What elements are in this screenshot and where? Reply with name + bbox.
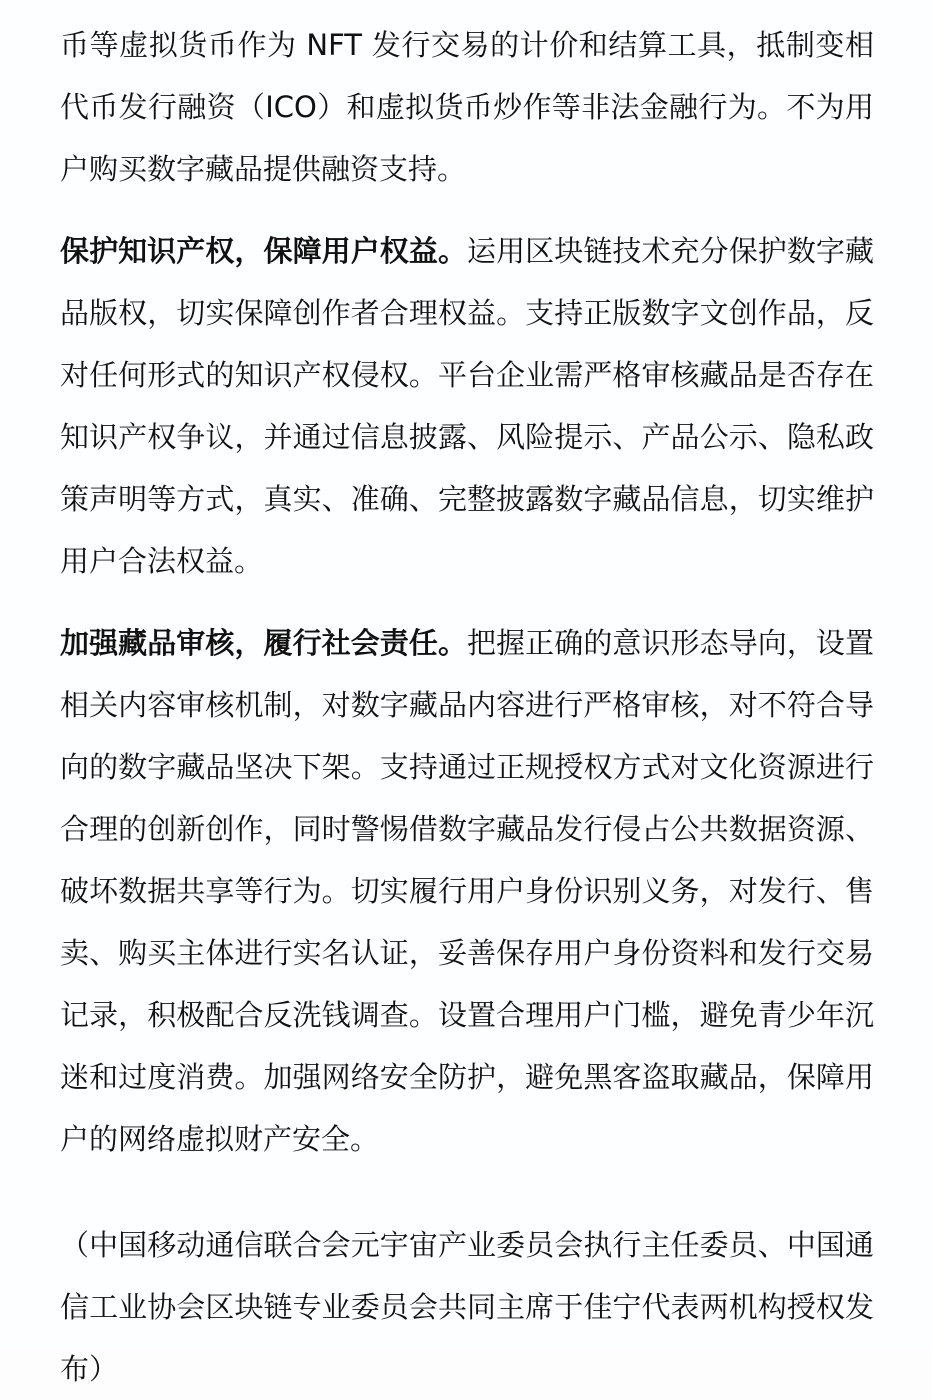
paragraph-2: [60, 220, 874, 592]
paragraph-1-body: 币等虚拟货币作为 NFT 发行交易的计价和结算工具，抵制变相代币发行融资（ICO）和虚拟货币炒作等非法金融行为。不为用户购买数字藏品提供融资支持。: [60, 28, 874, 186]
paragraph-3-body: 把握正确的意识形态导向，设置相关内容审核机制，对数字藏品内容进行严格审核，对不符合导向的数字藏品坚决下架。支持通过正规授权方式对文化资源进行合理的创新创作，同时警惕借数字藏品发行侵占公共数据资源、破坏数据共享等行为。切实履行用户身份识别义务，对发行、售卖、购买主体进行实名认证，妥善保存用户身份资料和发行交易记录，积极配合反洗钱调查。设置合理用户门槛，避免青少年沉迷和过度消费。加强网络安全防护，避免黑客盗取藏品，保障用户的网络虚拟财产安全。: [60, 626, 874, 1156]
paragraph-2-body: 运用区块链技术充分保护数字藏品版权，切实保障创作者合理权益。支持正版数字文创作品，反对任何形式的知识产权侵权。平台企业需严格审核藏品是否存在知识产权争议，并通过信息披露、风险提示、产品公示、隐私政策声明等方式，真实、准确、完整披露数字藏品信息，切实维护用户合法权益。: [60, 234, 874, 578]
attribution-note: [60, 1214, 874, 1400]
paragraph-3-heading: 加强藏品审核，履行社会责任。: [60, 626, 468, 660]
paragraph-1: [60, 14, 874, 200]
paragraph-3: [60, 612, 874, 1170]
attribution-text: （中国移动通信联合会元宇宙产业委员会执行主任委员、中国通信工业协会区块链专业委员会共同主席于佳宁代表两机构授权发布）: [60, 1228, 874, 1386]
paragraph-2-heading: 保护知识产权，保障用户权益。: [60, 234, 468, 268]
